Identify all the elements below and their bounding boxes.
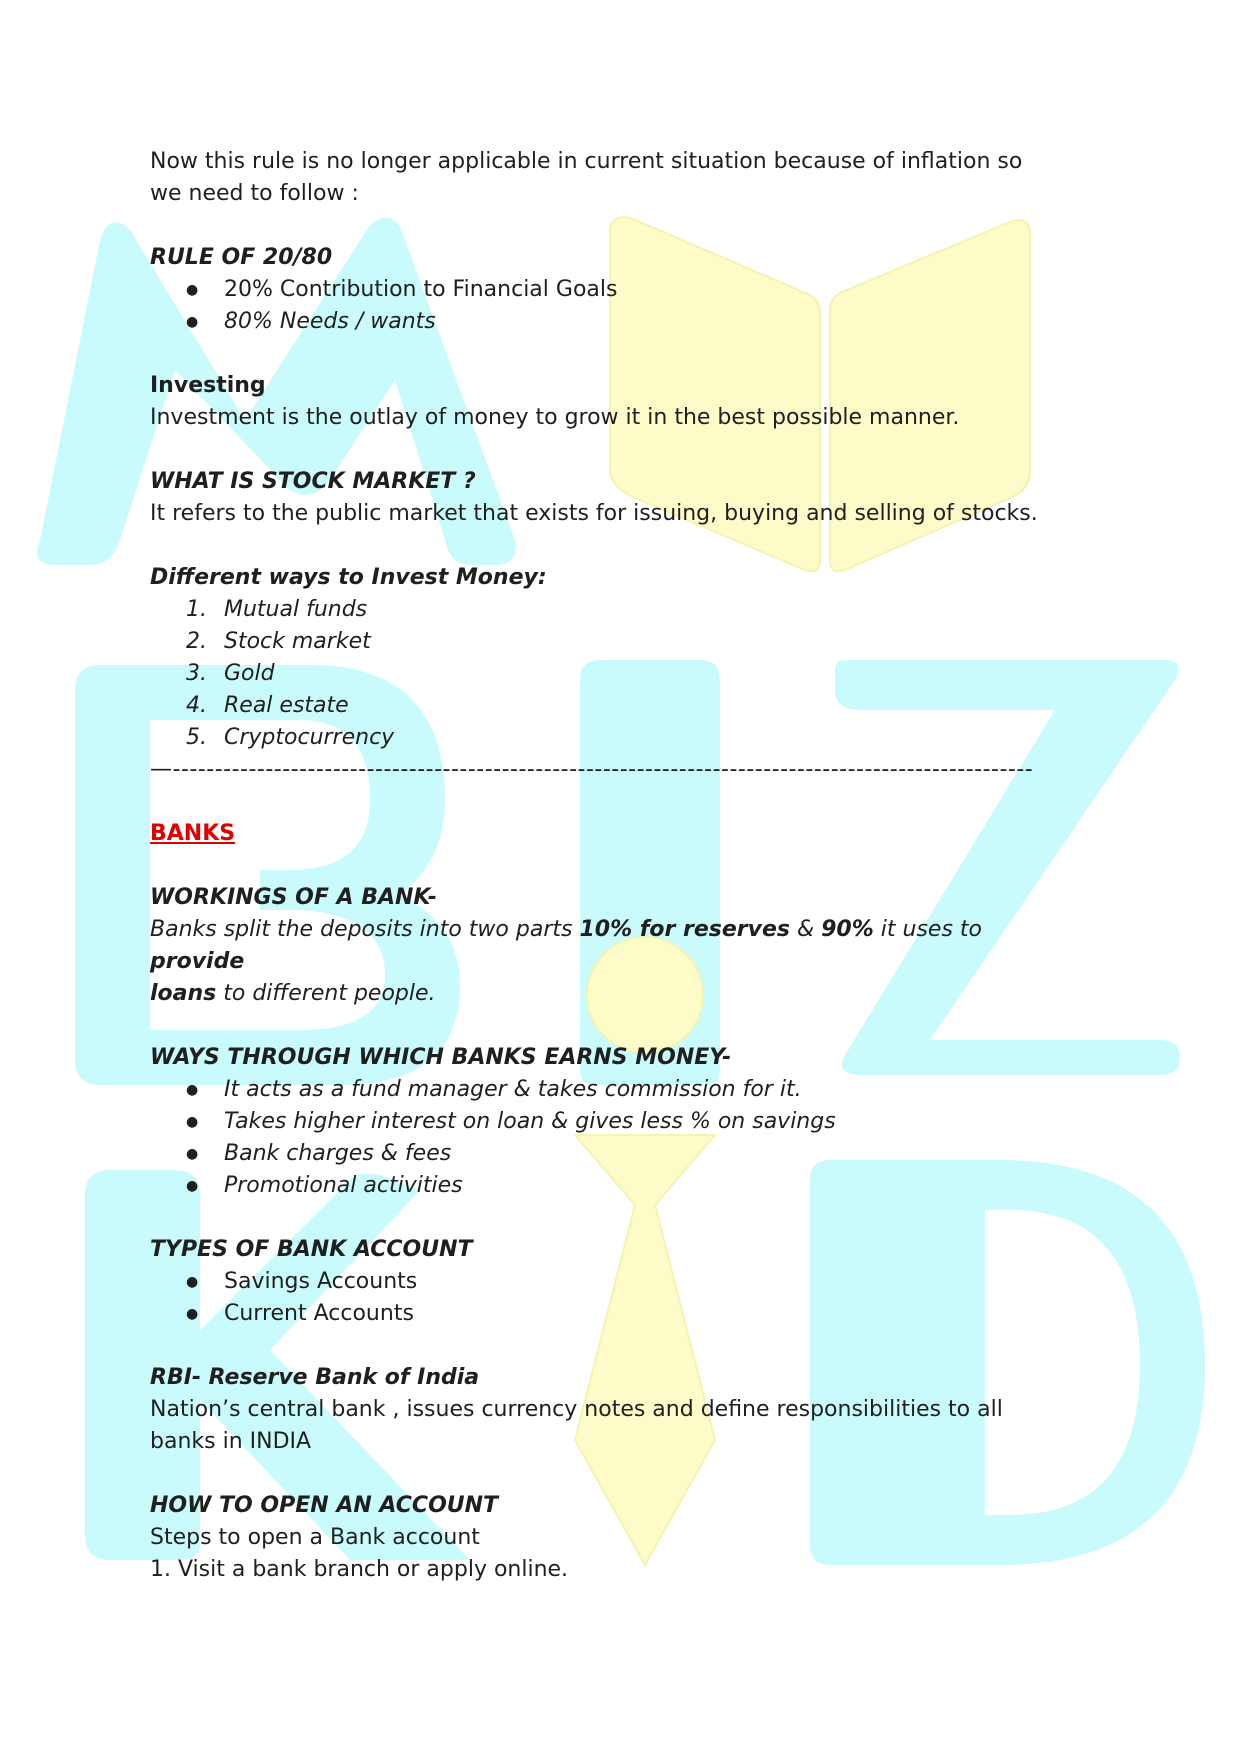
rbi-line-2: banks in INDIA: [150, 1429, 312, 1454]
list-item: 4. Real estate: [186, 693, 349, 718]
list-item: ● It acts as a fund manager & takes commission for it.: [150, 1074, 1080, 1106]
rule-heading: RULE OF 20/80: [150, 245, 333, 270]
open-line-2: 1. Visit a bank branch or apply online.: [150, 1557, 569, 1582]
stock-market-heading: WHAT IS STOCK MARKET ?: [150, 469, 476, 494]
types-heading: TYPES OF BANK ACCOUNT: [150, 1237, 473, 1262]
investing-text: Investment is the outlay of money to grow it in the best possible manner.: [150, 405, 960, 430]
earn-heading: WAYS THROUGH WHICH BANKS EARNS MONEY-: [150, 1045, 732, 1070]
types-list: [150, 1266, 1080, 1330]
earn-list: [150, 1074, 1080, 1202]
list-item: ● Takes higher interest on loan & gives less % on savings: [150, 1106, 1080, 1138]
list-item: 3. Gold: [186, 661, 275, 686]
investing-heading: Investing: [150, 373, 266, 398]
list-item: 1. Mutual funds: [186, 597, 368, 622]
list-item: 2. Stock market: [186, 629, 371, 654]
ways-list: [150, 594, 1080, 754]
list-item: ● 20% Contribution to Financial Goals: [150, 274, 1080, 306]
open-line-1: Steps to open a Bank account: [150, 1525, 480, 1550]
intro-line-1: Now this rule is no longer applicable in current situation because of inflation so: [150, 149, 1023, 174]
section-divider: —------------------------------------------------------------------------------------------------------: [150, 757, 1034, 782]
list-item: ● Promotional activities: [150, 1170, 1080, 1202]
list-item: ● Current Accounts: [150, 1298, 1080, 1330]
list-item: ● Savings Accounts: [150, 1266, 1080, 1298]
intro-line-2: we need to follow :: [150, 181, 359, 206]
list-item: 5. Cryptocurrency: [186, 725, 395, 750]
ways-heading: Different ways to Invest Money:: [150, 565, 547, 590]
stock-market-text: It refers to the public market that exists for issuing, buying and selling of stocks.: [150, 501, 1038, 526]
rbi-line-1: Nation’s central bank , issues currency notes and define responsibilities to all: [150, 1397, 1003, 1422]
rule-list: [150, 274, 1080, 338]
workings-text: Banks split the deposits into two parts 10% for reserves & 90% it uses to provide loans to different people.: [150, 917, 983, 1006]
list-item: ● Bank charges & fees: [150, 1138, 1080, 1170]
open-heading: HOW TO OPEN AN ACCOUNT: [150, 1493, 499, 1518]
rbi-heading: RBI- Reserve Bank of India: [150, 1365, 480, 1390]
document-body: [150, 146, 1080, 1586]
workings-heading: WORKINGS OF A BANK-: [150, 885, 437, 910]
list-item: ● 80% Needs / wants: [150, 306, 1080, 338]
banks-heading: BANKS: [150, 821, 236, 846]
